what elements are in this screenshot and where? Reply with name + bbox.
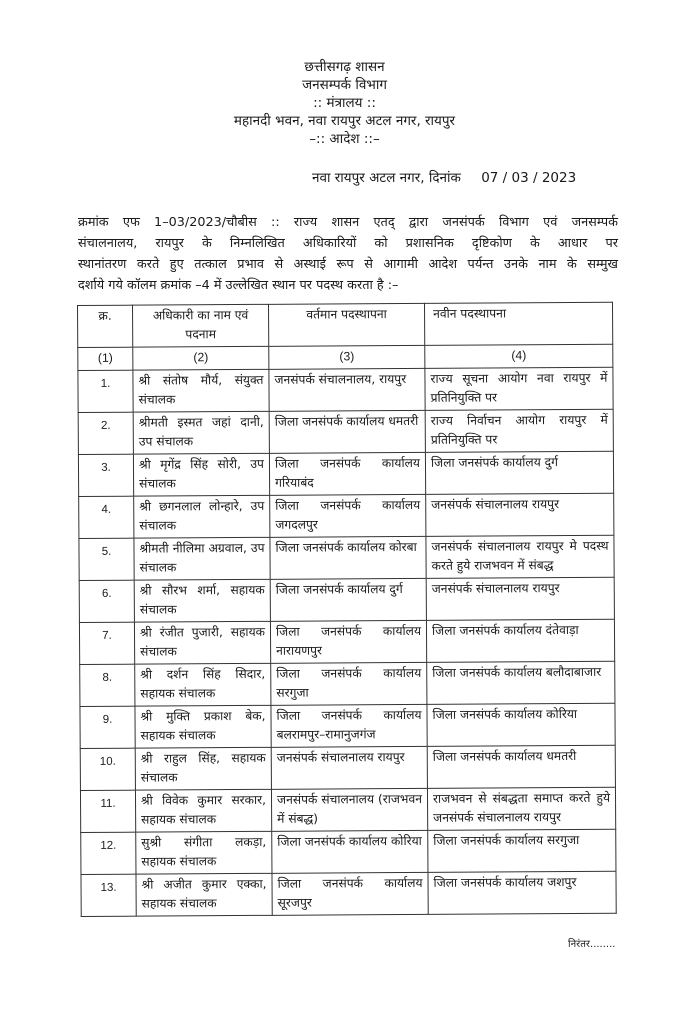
current-posting-cell: जनसंपर्क संचालनालय, रायपुर: [269, 368, 425, 411]
order-date-line: [312, 168, 576, 186]
place-label: नवा रायपुर अटल नगर, दिनांक: [312, 170, 461, 186]
current-posting-cell: जिला जनसंपर्क कार्यालय सरगुजा: [271, 662, 427, 705]
officer-name-cell: श्री रंजीत पुजारी, सहायक संचालक: [134, 621, 270, 664]
officer-name-cell: श्री मुक्ति प्रकाश बेक, सहायक संचालक: [135, 705, 271, 748]
officer-name-cell: श्री मृगेंद्र सिंह सोरी, उप संचालक: [133, 453, 269, 496]
letterhead: [0, 58, 689, 148]
current-posting-cell: जिला जनसंपर्क कार्यालय नारायणपुर: [270, 620, 426, 663]
header-current-posting: वर्तमान पदस्थापना: [268, 303, 424, 346]
new-posting-cell: राजभवन से संबद्धता समाप्त करते हुये जनसंपर्क संचालनालय रायपुर: [427, 787, 615, 830]
officer-name-cell: श्री दर्शन सिंह सिदार, सहायक संचालक: [135, 663, 271, 706]
serial-number-cell: 12.: [81, 832, 136, 874]
table-row: [78, 409, 613, 454]
serial-number-cell: 1.: [78, 370, 133, 412]
current-posting-cell: जिला जनसंपर्क कार्यालय सूरजपुर: [272, 872, 428, 915]
header-serial: क्र.: [78, 305, 133, 347]
new-posting-cell: जिला जनसंपर्क कार्यालय जशपुर: [428, 871, 616, 914]
table-header-row: [78, 302, 613, 347]
officer-name-cell: श्री राहुल सिंह, सहायक संचालक: [135, 747, 271, 790]
current-posting-cell: जिला जनसंपर्क कार्यालय कोरिया: [272, 830, 428, 873]
table-row: [79, 493, 614, 538]
table-row: [81, 871, 616, 916]
serial-number-cell: 2.: [78, 412, 133, 454]
table-row: [80, 703, 615, 748]
department-name: जनसम्पर्क विभाग: [302, 77, 387, 93]
new-posting-cell: जिला जनसंपर्क कार्यालय दंतेवाड़ा: [426, 619, 614, 662]
transfer-table: [77, 302, 617, 917]
table-row: [80, 745, 615, 790]
current-posting-cell: जिला जनसंपर्क कार्यालय कोरबा: [270, 536, 426, 579]
column-number-row: [78, 344, 613, 370]
serial-number-cell: 3.: [78, 454, 133, 496]
current-posting-cell: जिला जनसंपर्क कार्यालय बलरामपुर–रामानुजगंज: [271, 704, 427, 747]
column-number: (1): [78, 347, 133, 370]
officer-name-cell: सुश्री संगीता लकड़ा, सहायक संचालक: [136, 831, 272, 874]
current-posting-cell: जनसंपर्क संचालनालय रायपुर: [271, 746, 427, 789]
new-posting-cell: जनसंपर्क संचालनालय रायपुर: [426, 577, 614, 620]
current-posting-cell: जिला जनसंपर्क कार्यालय धमतरी: [269, 410, 425, 453]
new-posting-cell: जनसंपर्क संचालनालय रायपुर: [426, 493, 614, 536]
column-number: (2): [133, 346, 269, 370]
current-posting-cell: जनसंपर्क संचालनालय (राजभवन में संबद्ध): [271, 788, 427, 831]
order-body-paragraph: [78, 212, 618, 296]
new-posting-cell: जिला जनसंपर्क कार्यालय सरगुजा: [428, 829, 616, 872]
new-posting-cell: जिला जनसंपर्क कार्यालय बलौदाबाजार: [427, 661, 615, 704]
new-posting-cell: जिला जनसंपर्क कार्यालय कोरिया: [427, 703, 615, 746]
officer-name-cell: श्रीमती इस्मत जहां दानी, उप संचालक: [133, 411, 269, 454]
officer-name-cell: श्री सौरभ शर्मा, सहायक संचालक: [134, 579, 270, 622]
serial-number-cell: 4.: [79, 496, 134, 538]
order-date: 07 / 03 / 2023: [481, 170, 577, 186]
paragraph-line: दर्शाये गये कॉलम क्रमांक –4 में उल्लेखित स्थान पर पदस्थ करता है :–: [78, 278, 399, 293]
header-new-posting: नवीन पदस्थापना: [424, 302, 612, 345]
serial-number-cell: 5.: [79, 538, 134, 580]
ministry-label: :: मंत्रालय ::: [313, 95, 376, 111]
government-name: छत्तीसगढ़ शासन: [304, 59, 385, 75]
new-posting-cell: जिला जनसंपर्क कार्यालय धमतरी: [427, 745, 615, 788]
officer-name-cell: श्री विवेक कुमार सरकार, सहायक संचालक: [135, 789, 271, 832]
table-row: [78, 367, 613, 412]
current-posting-cell: जिला जनसंपर्क कार्यालय जगदलपुर: [270, 494, 426, 537]
new-posting-cell: जनसंपर्क संचालनालय रायपुर मे पदस्थ करते हुये राजभवन में संबद्ध: [426, 535, 614, 578]
new-posting-cell: राज्य निर्वाचन आयोग रायपुर में प्रतिनियुक्ति पर: [425, 409, 613, 452]
serial-number-cell: 11.: [80, 790, 135, 832]
table-row: [80, 787, 615, 832]
current-posting-cell: जिला जनसंपर्क कार्यालय दुर्ग: [270, 578, 426, 621]
officer-name-cell: श्री अजीत कुमार एक्का, सहायक संचालक: [136, 873, 272, 916]
column-number: (4): [425, 344, 613, 368]
column-number: (3): [269, 345, 425, 369]
order-title: –:: आदेश ::–: [309, 131, 380, 147]
paragraph-line: क्रमांक एफ 1–03/2023/चौबीस :: राज्य शासन एतद् द्वारा जनसंपर्क विभाग एवं जनसम्पर्क: [78, 215, 618, 230]
officer-name-cell: श्री छगनलाल लोन्हारे, उप संचालक: [134, 495, 270, 538]
paragraph-line: स्थानांतरण करते हुए तत्काल प्रभाव से अस्थाई रूप से आगामी आदेश पर्यन्त उनके नाम के सम्मुख: [78, 257, 618, 272]
officer-name-cell: श्रीमती नीलिमा अग्रवाल, उप संचालक: [134, 537, 270, 580]
serial-number-cell: 10.: [80, 748, 135, 790]
table-row: [79, 577, 614, 622]
table-row: [78, 451, 613, 496]
header-officer-name: अधिकारी का नाम एवं पदनाम: [133, 304, 269, 347]
officer-name-cell: श्री संतोष मौर्य, संयुक्त संचालक: [133, 369, 269, 412]
serial-number-cell: 8.: [80, 664, 135, 706]
serial-number-cell: 7.: [79, 622, 134, 664]
new-posting-cell: राज्य सूचना आयोग नवा रायपुर में प्रतिनियुक्ति पर: [425, 367, 613, 410]
table-row: [81, 829, 616, 874]
serial-number-cell: 9.: [80, 706, 135, 748]
serial-number-cell: 6.: [79, 580, 134, 622]
continued-label: निरंतर........: [568, 939, 616, 950]
current-posting-cell: जिला जनसंपर्क कार्यालय गरियाबंद: [269, 452, 425, 495]
paragraph-line: संचालनालय, रायपुर के निम्नलिखित अधिकारियों को प्रशासनिक दृष्टिकोण के आधार पर: [78, 236, 618, 251]
office-address: महानदी भवन, नवा रायपुर अटल नगर, रायपुर: [233, 113, 456, 129]
table-row: [79, 619, 614, 664]
new-posting-cell: जिला जनसंपर्क कार्यालय दुर्ग: [425, 451, 613, 494]
table-row: [80, 661, 615, 706]
table-row: [79, 535, 614, 580]
serial-number-cell: 13.: [81, 874, 136, 916]
